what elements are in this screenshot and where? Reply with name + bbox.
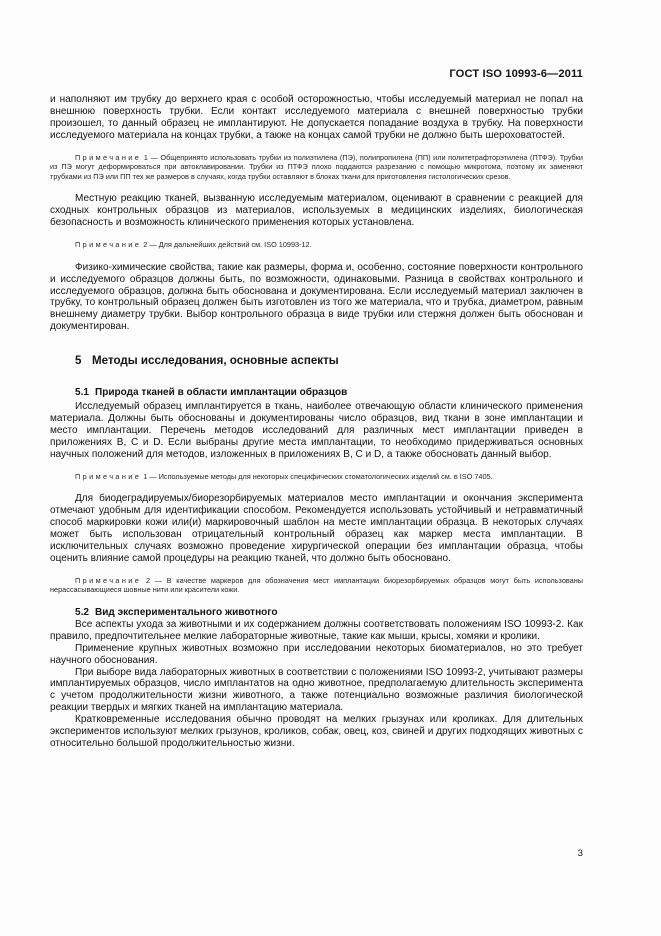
paragraph: При выборе вида лабораторных животных в соответствии с положениями ISO 10993-2, учитывают размеры имплантируемых образцов, число имплантатов на одно животное, предполагаемую длительность эксперимента с учетом продолжительности жизни животного, а также потенциально возможные различия биологической реакции твердых и мягких тканей на имплантацию материала. [50, 666, 583, 714]
note-label: Примечание [75, 471, 142, 481]
note-label: Примечание [75, 152, 142, 162]
paragraph: Все аспекты ухода за животными и их содержанием должны соответствовать положениям ISO 10993-2. Как правило, предпочтительнее мелкие лабораторные животные, такие как мыши, крысы, хомяки и кролики. [50, 618, 583, 642]
section-heading [50, 354, 583, 367]
note [50, 576, 583, 595]
note-label: Примечание [75, 575, 142, 585]
note-text: 1 — Общепринято использовать трубки из полиэтилена (ПЭ), полипропилена (ПП) или политетрафторэтилена (ПТФЭ). Трубки из ПЭ могут деформироваться при автоклавировании. Трубки из ПТФЭ плохо поддаются разрезанию с помощью микротома, поэтому их заменяют трубками из ПЭ или ПП тех же размеров в случаях, когда трубки оставляют в блоках ткани для приготовления гистологических срезов. [50, 152, 584, 181]
subsection-title: Природа тканей в области имплантации образцов [95, 387, 348, 399]
paragraph: Для биодеградируемых/биорезорбируемых материалов место имплантации и окончания эксперимента отмечают удобным для идентификации способом. Рекомендуется использовать устойчивый и нетравматичный способ маркировки кожи или(и) маркировочный шаблон на месте имплантации образца. В некоторых случаях может быть использован отрицательный контрольный образец как маркер места имплантации. В исключительных случаях возможно проведение хирургической операции без имплантации образца, чтобы оценить влияние самой процедуры на реакцию тканей, что должно быть обосновано. [50, 493, 583, 564]
note-label: Примечание [75, 240, 142, 250]
page-body [50, 94, 583, 750]
standard-code-header: ГОСТ ISO 10993-6—2011 [449, 68, 583, 80]
section-title: Методы исследования, основные аспекты [92, 354, 339, 368]
subsection-title: Вид экспериментального животного [95, 606, 278, 618]
subsection-number: 5.1 [75, 387, 89, 399]
paragraph: Исследуемый образец имплантируется в ткань, наиболее отвечающую области клинического применения материала. Должны быть обоснованы и документированы число образцов, вид ткани в зоне имплантации и место имплантации. Перечень методов исследований для различных мест имплантации приведен в приложениях В, С и D. Если выбраны другие места имплантации, то необходимо придерживаться основных научных положений для методов, изложенных в приложениях В, С и D, а также обосновать данный выбор. [50, 401, 583, 460]
note [50, 472, 583, 482]
paragraph: Местную реакцию тканей, вызванную исследуемым материалом, оценивают в сравнении с реакцией для сходных контрольных образцов из материалов, используемых в медицинских изделиях, биологическая безопасность и возможность клинического применения которых установлена. [50, 193, 583, 229]
note [50, 240, 583, 250]
paragraph: Применение крупных животных возможно при исследовании некоторых биоматериалов, но это требует научного обоснования. [50, 642, 583, 666]
subsection-heading [50, 387, 583, 399]
paragraph: и наполняют им трубку до верхнего края с особой осторожностью, чтобы исследуемый материал не попал на внешнюю поверхность трубки. Если контакт исследуемого материала с внешней поверхностью трубки произошел, то данный образец не имплантируют. Не допускается попадание воздуха в трубку. На поверхности исследуемого материала на концах трубки, а также на концах самой трубки не должно быть шероховатостей. [50, 94, 583, 141]
note-text: 2 — Для дальнейших действий см. ISO 10993-12. [143, 240, 312, 250]
paragraph: Физико-химические свойства, такие как размеры, форма и, особенно, состояние поверхности контрольного и исследуемого образцов должны быть, по возможности, одинаковыми. Разница в свойствах контрольного и исследуемого образцов, должна быть обоснована и документирована. Если исследуемый материал заключен в трубку, то контрольный образец должен быть изготовлен из того же материала, что и трубка, диаметром, равным внешнему диаметру трубки. Выбор контрольного образца в виде трубки или стержня должен быть обоснован и документирован. [50, 261, 583, 333]
section-number: 5 [75, 354, 82, 368]
note-text: 2 — В качестве маркеров для обозначения мест имплантации биорезорбируемых образцов могут быть использованы нерассасывающиеся шовные нити или красители кожи. [50, 575, 584, 595]
note-text: 1 — Используемые методы для некоторых специфических стоматологических изделий см. в ISO 7405. [143, 471, 493, 481]
subsection-heading [50, 607, 583, 619]
page-number: 3 [577, 848, 583, 859]
subsection-number: 5.2 [75, 606, 89, 618]
note [50, 153, 583, 182]
paragraph: Кратковременные исследования обычно проводят на мелких грызунах или кроликах. Для длительных экспериментов используют мелких грызунов, кроликов, собак, овец, коз, свиней и других подходящих животных с относительно большой продолжительностью жизни. [50, 714, 583, 749]
